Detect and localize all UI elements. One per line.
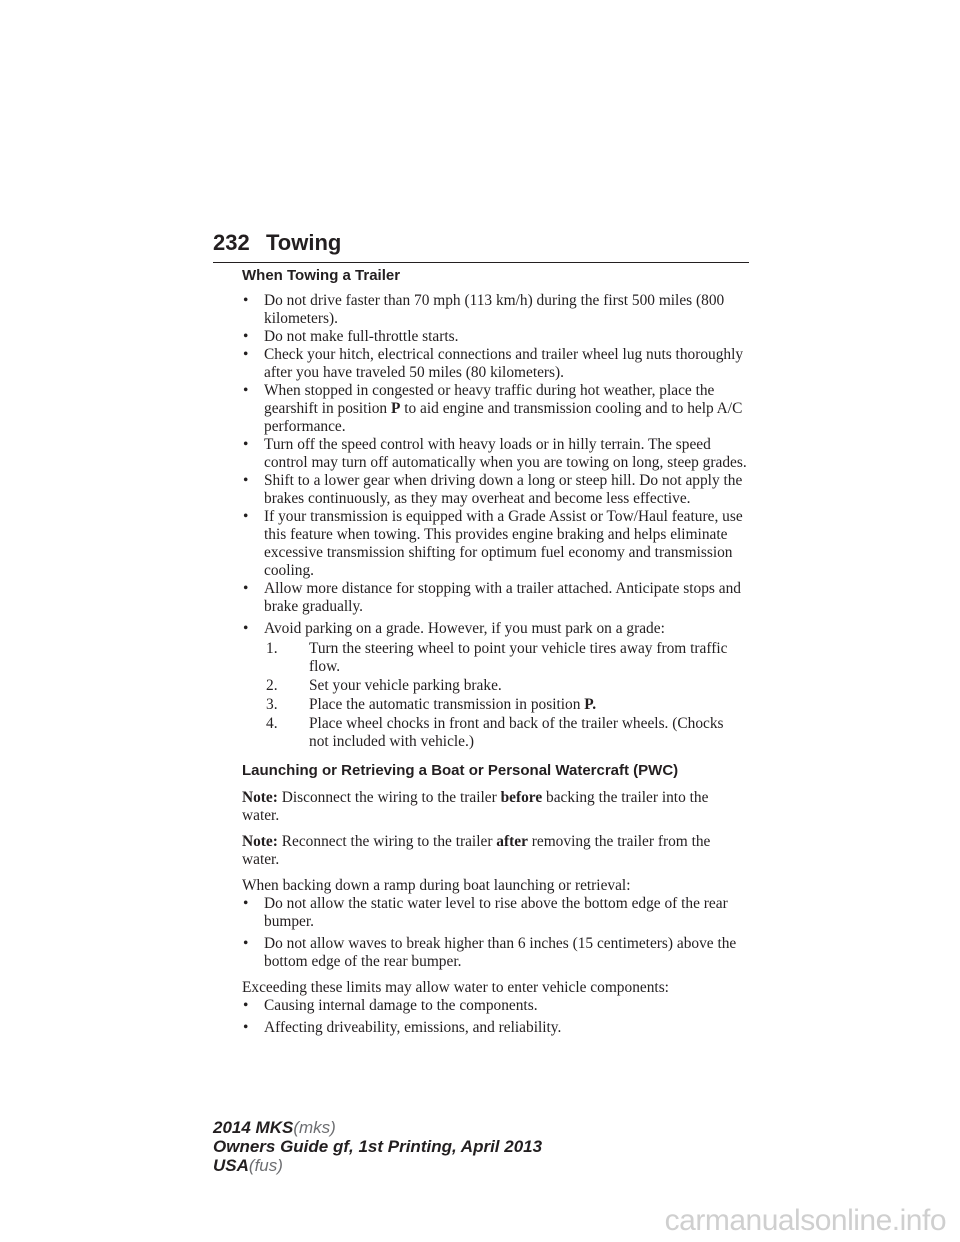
ramp-intro: When backing down a ramp during boat launching or retrieval: bbox=[242, 877, 631, 894]
chapter-title: Towing bbox=[266, 230, 342, 255]
list-item: • Do not make full-throttle starts. bbox=[242, 328, 747, 346]
limits-bullet-list bbox=[242, 997, 747, 1037]
page-number: 232 bbox=[213, 230, 250, 255]
gear-position-p: P. bbox=[584, 696, 597, 713]
step-item bbox=[264, 715, 747, 751]
list-item: • Do not allow the static water level to rise above the bottom edge of the rear bumper. bbox=[242, 895, 747, 931]
page-header bbox=[213, 226, 749, 263]
footer-model-code: (mks) bbox=[293, 1118, 336, 1137]
step-number: 1. bbox=[266, 640, 278, 657]
list-item: • If your transmission is equipped with a Grade Assist or Tow/Haul feature, use this feature when towing. This provides engine braking and helps eliminate excessive transmission shifting for optimum fuel economy and transmission cooling. bbox=[242, 508, 747, 580]
note-text: removing the trailer from the water. bbox=[242, 833, 711, 868]
note-emphasis: before bbox=[500, 789, 543, 806]
list-item: • Affecting driveability, emissions, and reliability. bbox=[242, 1019, 747, 1037]
list-item: • Check your hitch, electrical connections and trailer wheel lug nuts thoroughly after you have traveled 50 miles (80 kilometers). bbox=[242, 346, 747, 382]
step-item bbox=[264, 640, 747, 676]
towing-bullet-list bbox=[242, 292, 747, 751]
list-item: • Causing internal damage to the components. bbox=[242, 997, 747, 1015]
step-number: 2. bbox=[266, 677, 278, 694]
list-item: • Do not drive faster than 70 mph (113 km/h) during the first 500 miles (800 kilometers). bbox=[242, 292, 747, 328]
ramp-bullet-list bbox=[242, 895, 747, 971]
section-heading-towing: When Towing a Trailer bbox=[242, 267, 401, 284]
note-disconnect bbox=[242, 789, 747, 825]
list-item: • Do not allow waves to break higher than 6 inches (15 centimeters) above the bottom edge of the rear bumper. bbox=[242, 935, 747, 971]
note-reconnect bbox=[242, 833, 747, 869]
step-text: Set your vehicle parking brake. bbox=[309, 677, 502, 694]
step-number: 3. bbox=[266, 696, 278, 713]
list-item bbox=[242, 620, 747, 751]
step-item bbox=[264, 677, 747, 695]
footer-market-code: (fus) bbox=[248, 1156, 283, 1175]
list-item: • Turn off the speed control with heavy loads or in hilly terrain. The speed control may turn off automatically when you are towing on long, steep grades. bbox=[242, 436, 747, 472]
footer-line-market bbox=[213, 1156, 542, 1175]
step-text: Place the automatic transmission in position bbox=[309, 696, 585, 713]
note-label: Note: bbox=[242, 789, 278, 806]
footer-model: 2014 MKS bbox=[213, 1118, 294, 1137]
note-label: Note: bbox=[242, 833, 278, 850]
note-emphasis: after bbox=[496, 833, 528, 850]
step-item bbox=[264, 696, 747, 714]
list-item: • Allow more distance for stopping with a trailer attached. Anticipate stops and brake gradually. bbox=[242, 580, 747, 616]
page-content bbox=[242, 266, 747, 1037]
limits-intro: Exceeding these limits may allow water to enter vehicle components: bbox=[242, 979, 669, 996]
step-text: Turn the steering wheel to point your vehicle tires away from traffic flow. bbox=[309, 640, 728, 675]
step-text: Place wheel chocks in front and back of the trailer wheels. (Chocks not included with vehicle.) bbox=[309, 715, 724, 750]
gear-position-p: P bbox=[390, 400, 401, 417]
list-item-text: Avoid parking on a grade. However, if you must park on a grade: bbox=[264, 620, 665, 637]
document-footer bbox=[213, 1118, 542, 1175]
step-number: 4. bbox=[266, 715, 278, 732]
note-text: backing the trailer into the water. bbox=[242, 789, 709, 824]
list-item bbox=[242, 382, 747, 436]
footer-market: USA bbox=[213, 1156, 249, 1175]
watermark-text: carmanualsonline.info bbox=[664, 1204, 946, 1237]
section-heading-boat: Launching or Retrieving a Boat or Personal Watercraft (PWC) bbox=[242, 762, 679, 779]
note-text: Reconnect the wiring to the trailer bbox=[277, 833, 497, 850]
list-item: • Shift to a lower gear when driving down a long or steep hill. Do not apply the brakes continuously, as they may overheat and become less effective. bbox=[242, 472, 747, 508]
footer-line-guide: Owners Guide gf, 1st Printing, April 2013 bbox=[213, 1137, 543, 1156]
list-item-text: When stopped in congested or heavy traffic during hot weather, place the gearshift in position bbox=[264, 382, 715, 417]
footer-line-model bbox=[213, 1118, 542, 1137]
parking-steps bbox=[264, 640, 747, 751]
list-item-text: to aid engine and transmission cooling and to help A/C performance. bbox=[264, 400, 743, 435]
note-text: Disconnect the wiring to the trailer bbox=[277, 789, 501, 806]
